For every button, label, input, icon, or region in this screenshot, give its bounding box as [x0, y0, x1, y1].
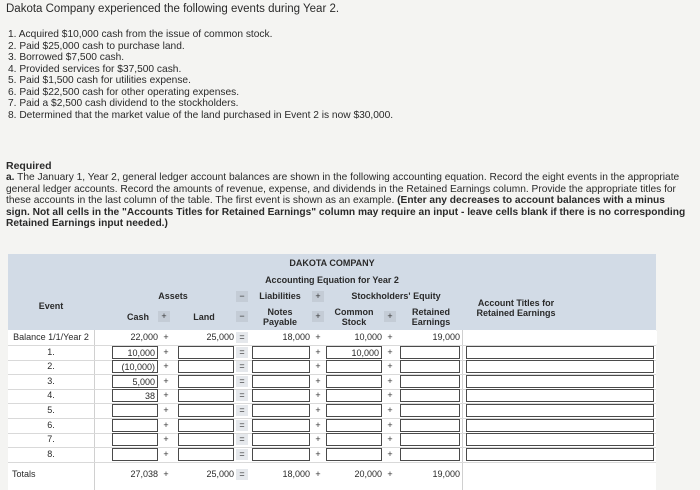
equals-operator: = — [236, 332, 248, 343]
retained-earnings-cell[interactable] — [400, 433, 460, 446]
row-label: 4. — [47, 390, 55, 401]
plus-operator: + — [163, 469, 169, 480]
notes-payable-cell[interactable] — [252, 360, 310, 373]
notes-payable-cell[interactable] — [252, 448, 310, 461]
land-cell[interactable] — [178, 404, 234, 417]
account-title-cell[interactable] — [466, 389, 654, 402]
table-row — [8, 433, 656, 447]
row-label: 1. — [47, 346, 55, 357]
plus-operator: + — [163, 448, 169, 459]
minus-operator: − — [236, 291, 248, 302]
plus-operator: + — [312, 291, 324, 302]
retained-earnings-cell[interactable] — [400, 404, 460, 417]
equals-operator: = — [236, 376, 248, 387]
land-cell[interactable] — [178, 433, 234, 446]
account-title-cell[interactable] — [466, 404, 654, 417]
common-stock-total: 20,000 — [326, 468, 384, 481]
equals-operator: = — [236, 361, 248, 372]
plus-operator: + — [163, 375, 169, 386]
plus-operator: + — [387, 419, 393, 430]
land-header: Land — [193, 312, 215, 322]
equals-operator: = — [236, 405, 248, 416]
notes-payable-cell[interactable] — [252, 375, 310, 388]
plus-operator: + — [312, 311, 324, 322]
land-cell[interactable] — [178, 346, 234, 359]
event-item: 7. Paid a $2,500 cash dividend to the stockholders. — [8, 98, 239, 109]
cash-cell[interactable] — [112, 433, 158, 446]
cash-cell[interactable]: 38 — [112, 389, 158, 402]
plus-operator: + — [387, 390, 393, 401]
table-row — [8, 346, 656, 360]
plus-operator: + — [163, 434, 169, 445]
cash-header: Cash — [126, 312, 149, 322]
event-list — [8, 29, 393, 121]
plus-operator: + — [387, 434, 393, 445]
plus-operator: + — [387, 346, 393, 357]
account-title-cell[interactable] — [466, 360, 654, 373]
company-name: DAKOTA COMPANY — [289, 258, 375, 268]
common-stock-cell[interactable] — [326, 419, 382, 432]
retained-earnings-header: Retained Earnings — [411, 307, 451, 327]
common-stock-cell: 10,000 — [326, 331, 384, 344]
retained-earnings-cell[interactable] — [400, 360, 460, 373]
table-row — [8, 360, 656, 374]
plus-operator: + — [387, 469, 393, 480]
table-subtitle: Accounting Equation for Year 2 — [265, 275, 399, 285]
plus-operator: + — [315, 434, 321, 445]
notes-payable-cell[interactable] — [252, 419, 310, 432]
table-row — [8, 404, 656, 418]
plus-operator: + — [158, 311, 170, 322]
common-stock-cell[interactable]: 10,000 — [326, 346, 382, 359]
equals-operator: = — [236, 390, 248, 401]
plus-operator: + — [387, 405, 393, 415]
account-title-cell[interactable] — [466, 433, 654, 446]
plus-operator: + — [387, 332, 393, 342]
common-stock-header: Common Stock — [334, 307, 374, 327]
table-header — [8, 254, 656, 330]
cash-cell[interactable]: (10,000) — [112, 360, 158, 373]
row-label: 7. — [47, 434, 55, 445]
land-cell[interactable] — [178, 375, 234, 388]
row-label: 5. — [47, 405, 55, 415]
totals-row — [8, 468, 656, 482]
retained-earnings-cell[interactable] — [400, 346, 460, 359]
account-title-cell[interactable] — [466, 375, 654, 388]
equity-header: Stockholders' Equity — [351, 291, 441, 301]
plus-operator: + — [163, 346, 169, 357]
common-stock-cell[interactable] — [326, 404, 382, 417]
retained-earnings-cell: 19,000 — [400, 331, 462, 344]
common-stock-cell[interactable] — [326, 360, 382, 373]
table-row — [8, 448, 656, 462]
equals-operator: = — [236, 420, 248, 431]
notes-payable-cell[interactable] — [252, 389, 310, 402]
plus-operator: + — [387, 448, 393, 459]
plus-operator: + — [315, 346, 321, 357]
table-row — [8, 375, 656, 389]
account-title-cell[interactable] — [466, 346, 654, 359]
row-label: 3. — [47, 375, 55, 386]
row-label: 8. — [47, 448, 55, 459]
retained-earnings-cell[interactable] — [400, 389, 460, 402]
plus-operator: + — [163, 361, 169, 372]
cash-cell[interactable] — [112, 404, 158, 417]
common-stock-cell[interactable] — [326, 433, 382, 446]
event-item: 2. Paid $25,000 cash to purchase land. — [8, 40, 185, 52]
common-stock-cell[interactable] — [326, 375, 382, 388]
event-header: Event — [38, 301, 64, 311]
land-cell[interactable] — [178, 448, 234, 461]
event-item: 8. Determined that the market value of the land purchased in Event 2 is now $30,000. — [8, 109, 394, 121]
notes-payable-cell[interactable] — [252, 404, 310, 417]
land-cell[interactable] — [178, 419, 234, 432]
required-part-a — [6, 172, 686, 230]
row-divider — [8, 462, 656, 463]
plus-operator: + — [315, 390, 321, 401]
plus-operator: + — [163, 405, 169, 415]
cash-cell[interactable] — [112, 448, 158, 461]
row-label: 6. — [47, 419, 55, 430]
plus-operator: + — [315, 469, 321, 480]
part-a-instruction: (Enter any decreases to account balances with a minus sign. Not all cells in the "Accounts Titles for Retained Earnings" column may require an input - leave cells blank if there is no corresponding Retained Earnings input needed.) — [6, 195, 686, 230]
cash-cell[interactable]: 5,000 — [112, 375, 158, 388]
notes-payable-total: 18,000 — [252, 468, 312, 481]
land-total: 25,000 — [178, 468, 236, 481]
plus-operator: + — [315, 375, 321, 386]
plus-operator: + — [384, 311, 396, 322]
account-title-cell — [466, 331, 657, 344]
totals-label: Totals — [12, 469, 36, 480]
plus-operator: + — [315, 419, 321, 430]
event-item: 6. Paid $22,500 cash for other operating expenses. — [8, 86, 240, 98]
equals-operator: = — [236, 347, 248, 358]
equals-operator: = — [236, 469, 248, 480]
plus-operator: + — [315, 448, 321, 459]
row-label: 2. — [47, 361, 55, 372]
event-item: 4. Provided services for $37,500 cash. — [8, 63, 182, 75]
plus-operator: + — [163, 390, 169, 401]
table-row — [8, 419, 656, 433]
notes-payable-cell[interactable] — [252, 433, 310, 446]
event-item: 5. Paid $1,500 cash for utilities expense. — [8, 75, 191, 86]
event-item: 1. Acquired $10,000 cash from the issue of common stock. — [8, 29, 273, 40]
plus-operator: + — [315, 332, 321, 342]
land-cell[interactable] — [178, 389, 234, 402]
liabilities-header: Liabilities — [259, 291, 301, 301]
part-a-label: a. — [6, 172, 15, 183]
problem-intro: Dakota Company experienced the following events during Year 2. — [6, 3, 340, 15]
notes-payable-header: Notes Payable — [262, 307, 298, 327]
retained-earnings-total: 19,000 — [400, 468, 462, 481]
cash-total: 27,038 — [112, 468, 160, 481]
plus-operator: + — [315, 405, 321, 415]
retained-earnings-cell[interactable] — [400, 419, 460, 432]
plus-operator: + — [387, 375, 393, 386]
plus-operator: + — [163, 419, 169, 430]
common-stock-cell[interactable] — [326, 389, 382, 402]
event-item: 3. Borrowed $7,500 cash. — [8, 52, 125, 63]
equals-operator: = — [236, 449, 248, 460]
equals-operator: = — [236, 434, 248, 445]
retained-earnings-cell[interactable] — [400, 448, 460, 461]
account-titles-header: Account Titles for Retained Earnings — [476, 298, 556, 318]
minus-operator: − — [236, 311, 248, 322]
notes-payable-cell: 18,000 — [252, 331, 312, 344]
plus-operator: + — [163, 332, 169, 342]
plus-operator: + — [387, 361, 393, 372]
common-stock-cell[interactable] — [326, 448, 382, 461]
land-cell[interactable] — [178, 360, 234, 373]
cash-cell: 22,000 — [112, 331, 160, 344]
table-row — [8, 331, 656, 345]
table-row — [8, 389, 656, 403]
required-heading: Required — [6, 160, 52, 172]
cash-cell[interactable] — [112, 419, 158, 432]
plus-operator: + — [315, 361, 321, 372]
retained-earnings-cell[interactable] — [400, 375, 460, 388]
assets-header: Assets — [158, 291, 188, 301]
land-cell: 25,000 — [178, 331, 236, 344]
cash-cell[interactable]: 10,000 — [112, 346, 158, 359]
notes-payable-cell[interactable] — [252, 346, 310, 359]
accounting-equation-table — [8, 254, 656, 490]
account-title-cell[interactable] — [466, 448, 654, 461]
account-title-cell[interactable] — [466, 419, 654, 432]
part-a-text: The January 1, Year 2, general ledger account balances are shown in the following accounting equation. Record the eight events in the appropriate general ledger accounts. Record the amounts of revenue, expense, and dividends in the Retained Earnings column. Provide the appropriate titles for these accounts in the last column of the table. The first event is shown as an example. — [6, 172, 680, 207]
row-label: Balance 1/1/Year 2 — [13, 332, 89, 342]
